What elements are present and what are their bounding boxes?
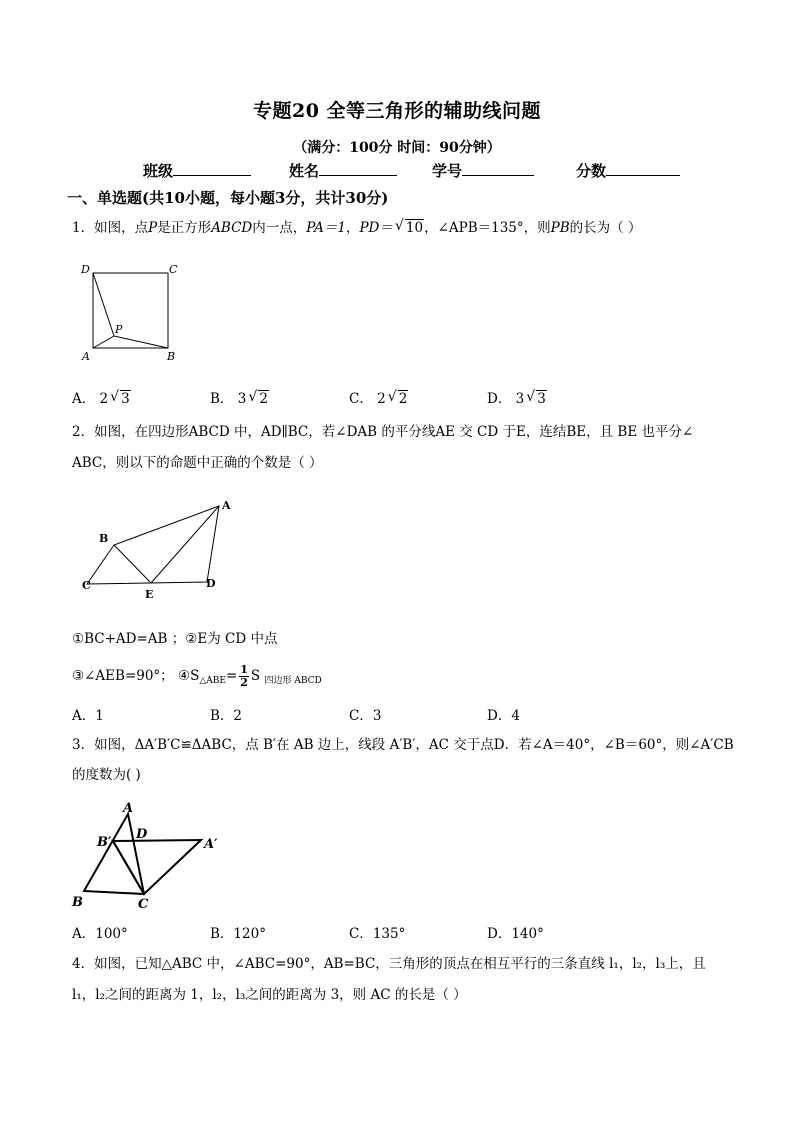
label-p: P: [115, 323, 123, 336]
label-d: D: [206, 577, 216, 590]
segment-be: [114, 545, 151, 583]
segment-pd: [93, 273, 114, 336]
triangle-apbpc: [113, 840, 201, 894]
label-b: B: [72, 895, 83, 910]
label-d: D: [136, 827, 148, 842]
question-1-text: 1．如图，点P是正方形ABCD内一点，PA＝1，PD＝ √ 10，∠APB＝135°，则PB的长为（ ）: [72, 218, 642, 236]
score-field[interactable]: [576, 160, 680, 181]
student-info-fields: [0, 160, 794, 182]
question-2-line-2: ABC，则以下的命题中正确的个数是（ ）: [72, 455, 323, 471]
q3-option-d[interactable]: D．140°: [487, 926, 544, 942]
class-field[interactable]: [143, 160, 251, 181]
question-2-line-1: 2．如图，在四边形ABCD 中，AD∥BC，若∠DAB 的平分线AE 交 CD 于E，连结BE，且 BE 也平分∠: [72, 424, 694, 440]
label-e: E: [145, 588, 154, 601]
label-c: C: [169, 263, 178, 276]
question-4-line-1: 4．如图，已知△ABC 中，∠ABC=90°，AB=BC，三角形的顶点在相互平行的三条直线 l₁，l₂，l₃上，且: [72, 956, 706, 972]
q2-option-d[interactable]: D．4: [487, 708, 520, 724]
label-a: A: [82, 350, 90, 363]
label-a: A: [222, 499, 231, 512]
q1-option-c[interactable]: C． 2 √ 2: [349, 389, 408, 407]
question-3-line-2: 的度数为( ): [72, 767, 141, 783]
q1-option-a[interactable]: A． 2 √ 3: [72, 389, 130, 407]
question-4-line-2: l₁，l₂之间的距离为 1，l₂，l₃之间的距离为 3，则 AC 的长是（ ）: [72, 987, 467, 1003]
label-b-prime: B′: [97, 835, 112, 850]
question-2-figure: [76, 496, 246, 602]
segment-pa: [93, 336, 114, 348]
name-label: 姓名: [289, 162, 320, 180]
label-c: C: [138, 897, 149, 910]
question-2-statement-1: ①BC+AD=AB ；②E为 CD 中点: [72, 631, 278, 647]
class-label: 班级: [143, 162, 174, 180]
label-c: C: [82, 579, 91, 592]
triangle-abc: [84, 814, 144, 894]
q3-option-c[interactable]: C．135°: [349, 926, 406, 942]
question-1-figure: [76, 260, 186, 368]
q3-option-a[interactable]: A．100°: [72, 926, 128, 942]
page-title: 专题20 全等三角形的辅助线问题: [252, 100, 542, 122]
label-a-prime: A′: [204, 837, 218, 852]
segment-pb: [114, 336, 168, 348]
label-b: B: [167, 350, 176, 363]
exam-info: （满分：100分 时间：90分钟）: [293, 140, 501, 156]
score-label: 分数: [576, 162, 607, 180]
student-id-label: 学号: [432, 162, 463, 180]
name-field[interactable]: [289, 160, 397, 181]
question-3-line-1: 3．如图，ΔA′B′C≌ΔABC，点 B′在 AB 边上，线段 A′B′，AC 交于点D．若∠A＝40°，∠B＝60°，则∠A′CB: [72, 737, 734, 753]
question-3-figure: [70, 798, 230, 910]
q3-option-b[interactable]: B．120°: [210, 926, 266, 942]
quadrilateral-abcd: [87, 506, 219, 584]
q2-option-c[interactable]: C．3: [349, 708, 382, 724]
label-d: D: [81, 263, 90, 276]
student-id-field[interactable]: [432, 160, 534, 181]
square-abcd: [93, 273, 168, 348]
q1-option-d[interactable]: D． 3 √ 3: [487, 389, 546, 407]
question-2-statement-2: ③∠AEB=90°； $④S_{\triangle ABE}=$ $\frac{1}{2}$ S $_{四边形 ABCD}$: [72, 663, 322, 689]
section-title: 一、单选题(共10小题，每小题3分，共计30分): [67, 189, 389, 207]
label-b: B: [99, 532, 109, 545]
label-a: A: [123, 801, 134, 816]
q2-option-a[interactable]: A．1: [72, 708, 104, 724]
q1-option-b[interactable]: B． 3 √ 2: [210, 389, 268, 407]
q2-option-b[interactable]: B．2: [210, 708, 243, 724]
